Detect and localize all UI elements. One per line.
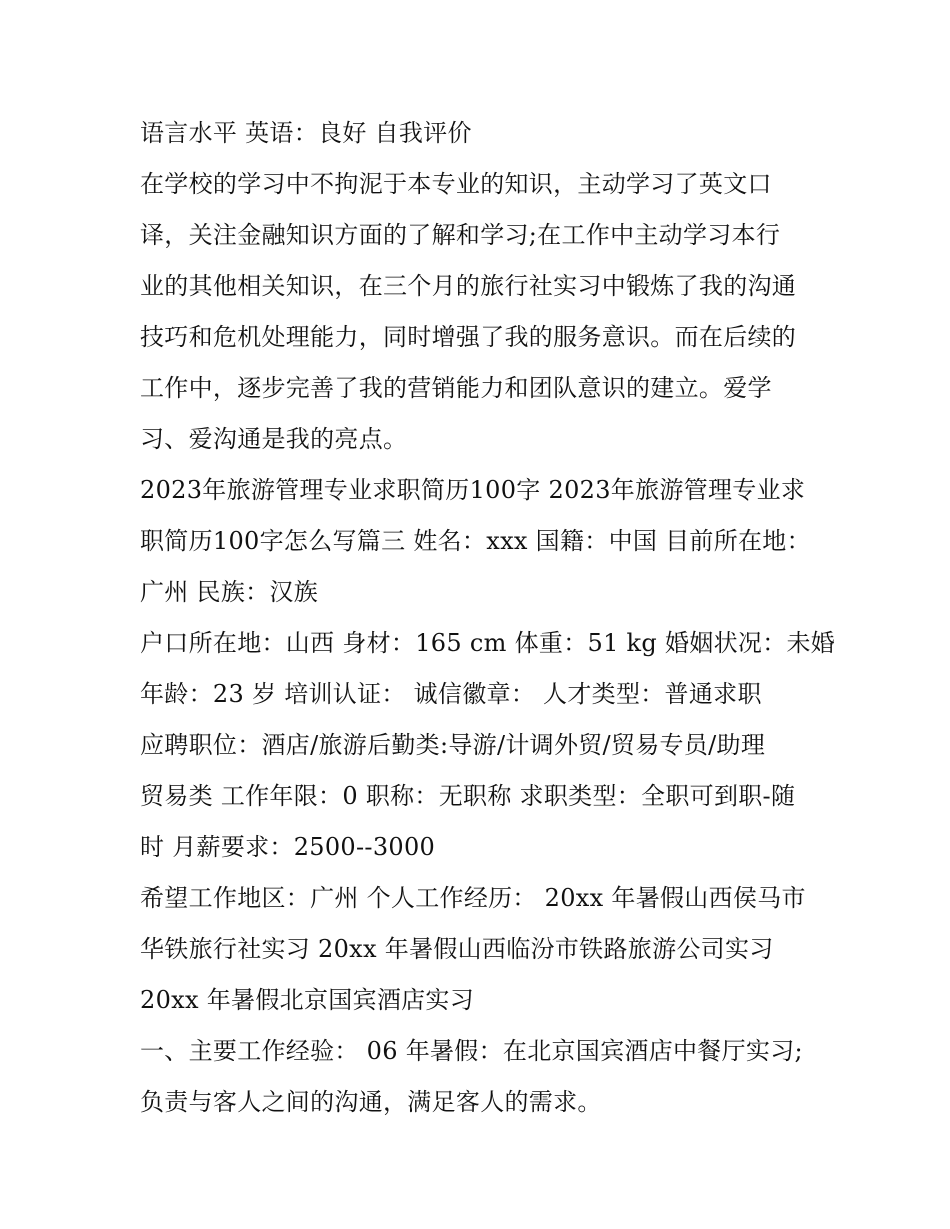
text-line: 习、爱沟通是我的亮点。	[140, 425, 408, 453]
document-body	[140, 108, 836, 1128]
text-line: 在学校的学习中不拘泥于本专业的知识，主动学习了英文口	[140, 170, 772, 198]
text-line: 希望工作地区：广州 个人工作经历： 20xx 年暑假山西侯马市	[140, 884, 806, 912]
text-line: 职简历100字怎么写篇三 姓名：xxx 国籍：中国 目前所在地：	[140, 527, 811, 555]
text-line: 译，关注金融知识方面的了解和学习;在工作中主动学习本行	[140, 221, 781, 249]
text-line: 时 月薪要求：2500--3000	[140, 833, 436, 861]
text-line: 华铁旅行社实习 20xx 年暑假山西临汾市铁路旅游公司实习	[140, 935, 774, 963]
text-line: 20xx 年暑假北京国宾酒店实习	[140, 986, 475, 1014]
text-line: 户口所在地：山西 身材：165 cm 体重：51 kg 婚姻状况：未婚	[140, 629, 836, 657]
text-line: 负责与客人之间的沟通，满足客人的需求。	[140, 1088, 602, 1116]
text-line: 业的其他相关知识，在三个月的旅行社实习中锻炼了我的沟通	[140, 272, 797, 300]
text-line: 应聘职位：酒店/旅游后勤类:导游/计调外贸/贸易专员/助理	[140, 731, 766, 759]
text-line: 技巧和危机处理能力，同时增强了我的服务意识。而在后续的	[140, 323, 797, 351]
text-line: 年龄：23 岁 培训认证： 诚信徽章： 人才类型：普通求职	[140, 680, 762, 708]
text-line: 工作中，逐步完善了我的营销能力和团队意识的建立。爱学	[140, 374, 772, 402]
text-line: 贸易类 工作年限：0 职称：无职称 求职类型：全职可到职-随	[140, 782, 796, 810]
text-line: 2023年旅游管理专业求职简历100字 2023年旅游管理专业求	[140, 476, 806, 504]
text-line: 广州 民族：汉族	[140, 578, 319, 606]
text-line: 语言水平 英语：良好 自我评价	[140, 119, 472, 147]
text-line: 一、主要工作经验： 06 年暑假：在北京国宾酒店中餐厅实习;	[140, 1037, 803, 1065]
